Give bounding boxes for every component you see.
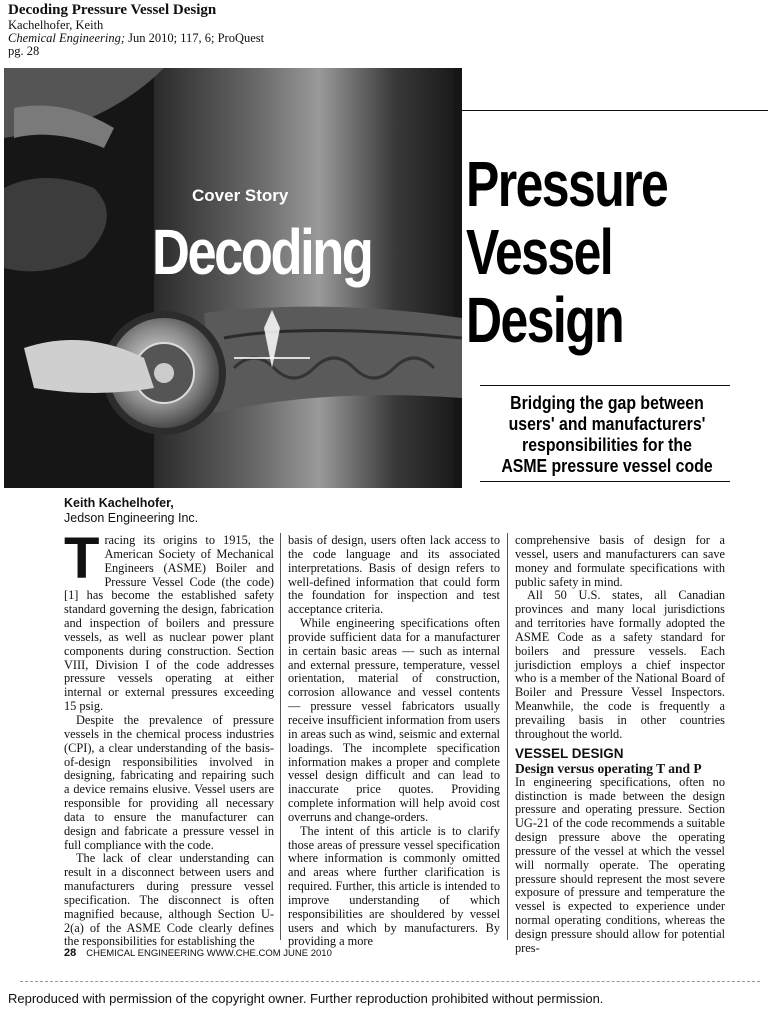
subtitle-line: users' and manufacturers': [508, 414, 706, 434]
author-affiliation: Jedson Engineering Inc.: [64, 511, 199, 525]
drop-cap: T: [64, 526, 100, 591]
citation-issue: Jun 2010; 117, 6; ProQuest: [125, 31, 265, 45]
paragraph: basis of design, users often lack access to the code language and its associated interpretations. Basis of design refers to well-defined information that could form the foundation for inspection and test acceptance criteria.: [288, 533, 500, 617]
running-footer: CHEMICAL ENGINEERING WWW.CHE.COM JUNE 2010: [86, 948, 332, 959]
subtitle-line: responsibilities for the: [522, 435, 692, 455]
section-subheading: Design versus operating T and P: [515, 760, 702, 776]
byline: [64, 496, 198, 526]
paragraph: Despite the prevalence of pressure vessels in the chemical process industries (CPI), a clear understanding of the basis-of-design responsibilities involved in designing, fabricating and repairing such a device remains elusive. Vessel users are responsible for providing all necessary data to ensure the manufacturer can design and fabricate a pressure vessel in full compliance with the code.: [64, 712, 274, 852]
citation-source: [8, 32, 264, 45]
subtitle-rule-bottom: [480, 481, 730, 482]
paragraph: The intent of this article is to clarify those areas of pressure vessel specification where information is commonly omitted and areas where further clarification is required. Further, this article is intended to improve understanding of which responsibilities are shouldered by vessel users and which by manufacturers. By providing a more: [288, 823, 500, 949]
title-word-decoding: Decoding: [152, 216, 372, 288]
paragraph: comprehensive basis of design for a vessel, users and manufacturers can save money and formulate specifications with public safety in mind.: [515, 533, 725, 589]
title-line: Design: [466, 284, 624, 356]
paragraph: The lack of clear understanding can result in a disconnect between users and manufacturers during pressure vessel specification. The disconnect is often magnified because, although Section U-2(a) of the ASME Code clearly defines the responsibilities for establishing the: [64, 851, 274, 949]
paragraph: All 50 U.S. states, all Canadian provinces and many local jurisdictions and territories have formally adopted the ASME Code as a safety standard for boilers and pressure vessels. Each jurisdiction employs a chief inspector who is a member of the National Board of Boiler and Pressure Vessel Inspectors. Meanwhile, the code is frequently a prevailing basis in other countries throughout the world.: [515, 588, 725, 741]
article-title: [466, 150, 766, 354]
citation-title: Decoding Pressure Vessel Design: [8, 2, 217, 18]
page-footer: [64, 947, 332, 959]
article-subtitle: [472, 393, 742, 477]
subtitle-rule-top: [480, 385, 730, 386]
subtitle-line: ASME pressure vessel code: [501, 456, 713, 476]
citation-page: pg. 28: [8, 44, 40, 58]
paragraph: [64, 526, 274, 714]
article-column-2: [288, 534, 500, 949]
paragraph-text: racing its origins to 1915, the American Society of Mechanical Engineers (ASME) Boiler and Pressure Vessel Code (the code) [1] has become the established safety standard governing the design, fabrication and inspection of boilers and pressure vessels, as well as nuclear power plant components during construction. Section VIII, Division I of the code addresses pressure vessels operating at either internal or external pressures exceeding 15 psig.: [64, 533, 274, 714]
title-line: Vessel: [466, 216, 613, 288]
article-column-3: [515, 534, 725, 956]
proquest-citation-header: [8, 2, 264, 58]
scan-edge: [20, 981, 760, 982]
title-line: Pressure: [466, 148, 668, 220]
top-rule: [462, 110, 768, 111]
citation-author: Kachelhofer, Keith: [8, 18, 104, 32]
paragraph: In engineering specifications, often no distinction is made between the design pressure and operating pressure. Section UG-21 of the code recommends a suitable design pressure above the operating pressure of the vessel at which the vessel will normally operate. The operating pressure should represent the most severe exposure of pressure and temperature the vessel is expected to experience under normal operating conditions, whereas the design pressure should allow for potential pres-: [515, 774, 725, 955]
page-number: 28: [64, 947, 77, 959]
author-name: Keith Kachelhofer,: [64, 496, 174, 510]
copyright-notice: Reproduced with permission of the copyright owner. Further reproduction prohibited without permission.: [8, 991, 604, 1006]
subtitle-line: Bridging the gap between: [510, 393, 704, 413]
column-divider: [280, 533, 281, 940]
paragraph: While engineering specifications often provide sufficient data for a manufacturer in certain basic areas — such as internal and external pressure, temperature, vessel orientation, material of construction, corrosion allowance and vessel contents — pressure vessel fabricators usually receive insufficient information from users in areas such as wind, seismic and external loadings. The incomplete specification information makes a proper and complete vessel design difficult and can lead to inaccurate price quotes. Providing complete information will help avoid cost overruns and change-orders.: [288, 616, 500, 824]
citation-journal: Chemical Engineering;: [8, 31, 125, 45]
cover-story-label: Cover Story: [192, 186, 289, 205]
article-column-1: [64, 526, 274, 949]
section-heading: VESSEL DESIGN: [515, 745, 624, 761]
cover-illustration: [4, 68, 462, 488]
column-divider: [507, 533, 508, 940]
